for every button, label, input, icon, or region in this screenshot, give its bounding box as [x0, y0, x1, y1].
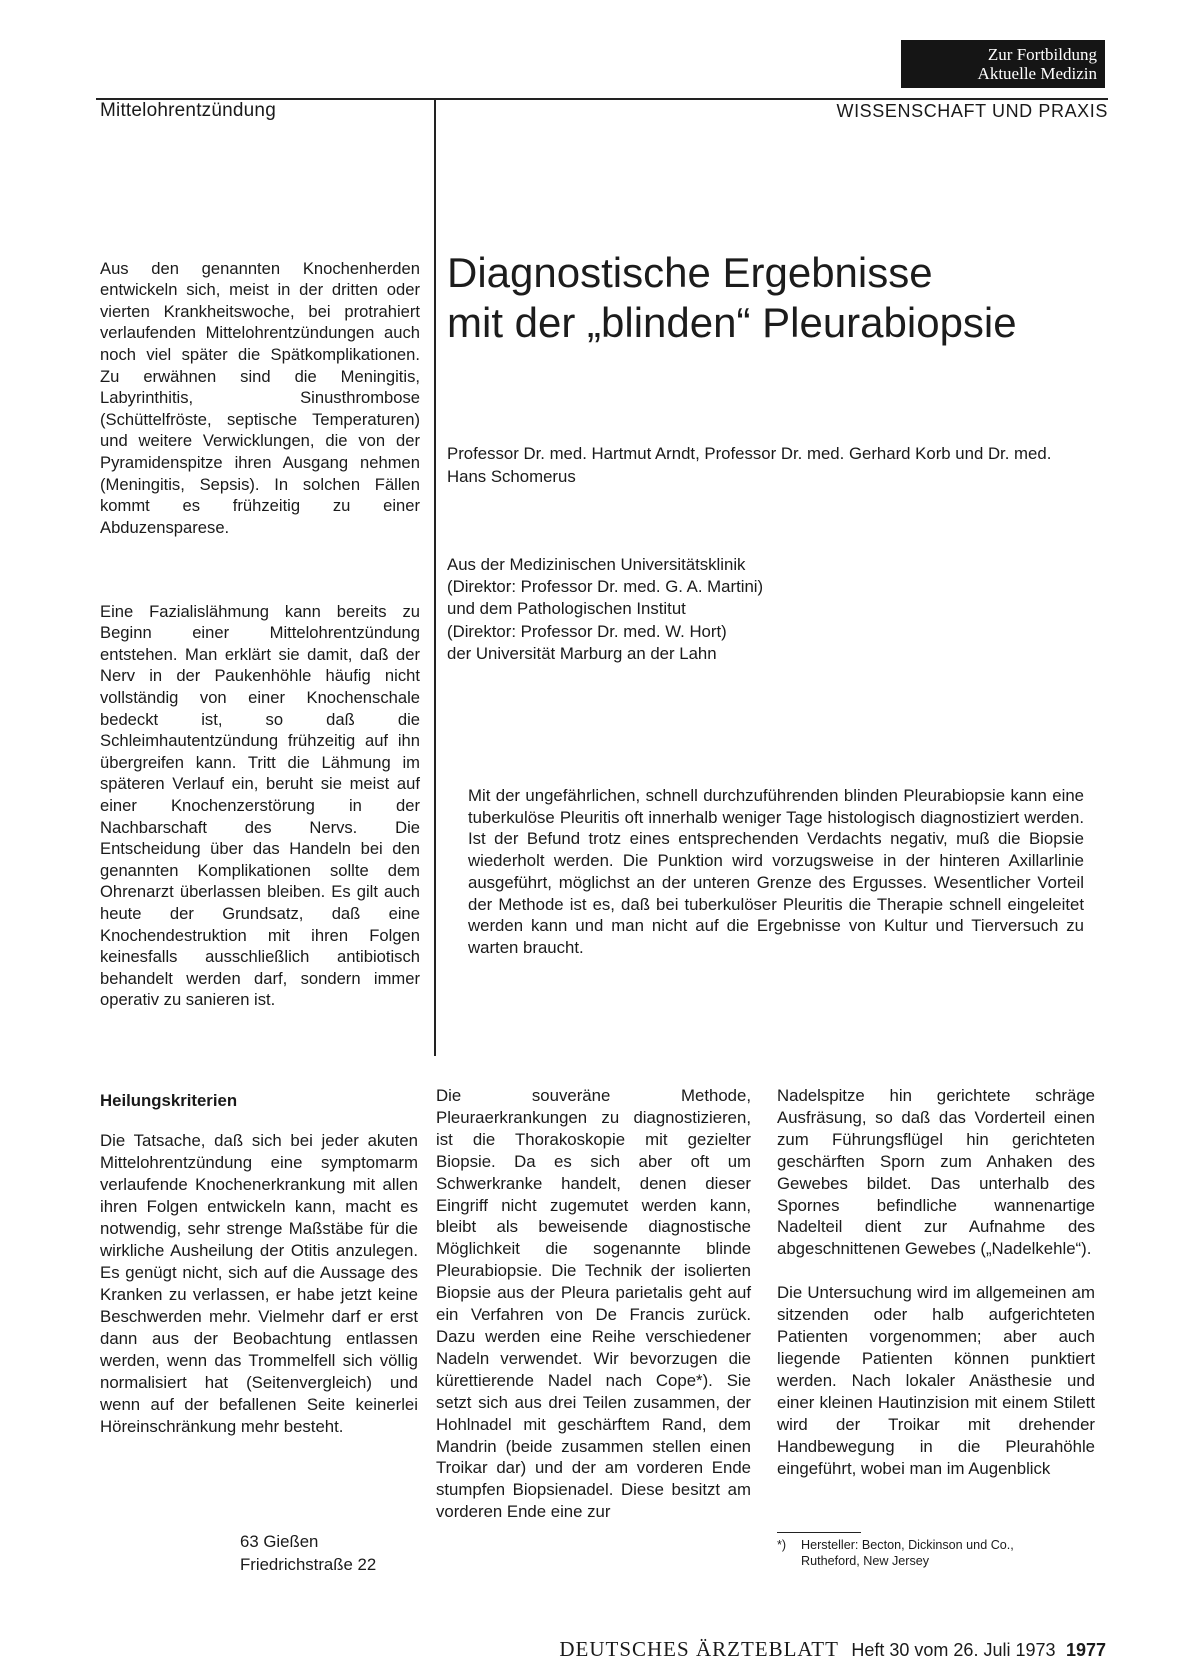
address-line-2: Friedrichstraße 22 [240, 1555, 377, 1574]
page-number: 1977 [1065, 1640, 1106, 1660]
article-authors: Professor Dr. med. Hartmut Arndt, Professor Dr. med. Gerhard Korb und Dr. med. Hans Schomerus [447, 444, 1052, 486]
badge-line-1: Zur Fortbildung [987, 45, 1097, 64]
footnote-line-1: Hersteller: Becton, Dickinson und Co., [801, 1538, 1014, 1552]
affiliation-line: (Direktor: Professor Dr. med. W. Hort) [447, 621, 727, 641]
section-label: Mittelohrentzündung [100, 100, 276, 121]
issue-info: Heft 30 vom 26. Juli 1973 [851, 1640, 1056, 1660]
body-right-paragraph-1: Nadelspitze hin gerichtete schräge Ausfräsung, so daß das Vorderteil einen zum Führungsflügel hin gerichteten geschärften Sporn zum Anhaken des Gewebes bildet. Das unterhalb des Spornes befindliche wannenartige Nadelteil dient zur Aufnahme des abgeschnittenen Gewebes („Nadelkehle“). [777, 1086, 1095, 1259]
article-title [447, 248, 1127, 348]
journal-name: DEUTSCHES ÄRZTEBLATT [559, 1637, 839, 1661]
body-column-middle: Die souveräne Methode, Pleuraerkrankungen zu diagnostizieren, ist die Thorakoskopie mit gezielter Biopsie. Da es sich aber oft um Schwerkranke handelt, denen dieser Eingriff nicht zugemutet werden kann, bleibt als beweisende diagnostische Möglichkeit die sogenannte blinde Pleurabiopsie. Die Technik der isolierten Biopsie aus der Pleura parietalis geht auf ein Verfahren von De Francis zurück. Dazu werden eine Reihe verschiedener Nadeln verwendet. Wir bevorzugen die kürettierende Nadel nach Cope*). Sie setzt sich aus drei Teilen zusammen, der Hohlnadel mit geschärftem Rand, dem Mandrin (beide zusammen stellen einen Troikar dar) und der am vorderen Ende stumpfen Biopsienadel. Diese besitzt am vorderen Ende eine zur [436, 1086, 751, 1522]
address-line-1: 63 Gießen [240, 1532, 319, 1551]
left-paragraph-1: Aus den genannten Knochenherden entwickeln sich, meist in der dritten oder vierten Krankheitswoche, bei protrahiert verlaufenden Mittelohrentzündungen auch noch viel später die Spätkomplikationen. Zu erwähnen sind die Meningitis, Labyrinthitis, Sinusthrombose (Schüttelfröste, septische Temperaturen) und weitere Verwicklungen, die von der Pyramidenspitze ihren Ausgang nehmen (Meningitis, Sepsis). In solchen Fällen kommt es frühzeitig zu einer Abduzensparese. [100, 258, 420, 537]
body-column-right [777, 1085, 1095, 1479]
title-line-2: mit der „blinden“ Pleurabiopsie [447, 299, 1017, 346]
department-label: WISSENSCHAFT UND PRAXIS [836, 101, 1108, 121]
badge-line-2: Aktuelle Medizin [977, 64, 1097, 83]
column-divider [434, 99, 436, 1056]
footnote-rule [777, 1532, 861, 1533]
title-line-1: Diagnostische Ergebnisse [447, 249, 933, 296]
affiliation-line: der Universität Marburg an der Lahn [447, 643, 717, 663]
heilung-heading: Heilungskriterien [100, 1091, 238, 1110]
affiliation [447, 554, 1067, 665]
affiliation-line: (Direktor: Professor Dr. med. G. A. Martini) [447, 577, 764, 597]
left-paragraph-2: Eine Fazialislähmung kann bereits zu Beginn einer Mittelohrentzündung entstehen. Man erklärt sie damit, daß der Nerv in der Paukenhöhle häufig nicht vollständig von einer Knochenschale bedeckt ist, so daß die Schleimhautentzündung frühzeitig auf ihn übergreifen kann. Tritt die Lähmung im späteren Verlauf ein, beruht sie meist auf einer Knochenzerstörung in der Nachbarschaft des Nervs. Die Entscheidung über das Handeln bei den genannten Komplikationen sollte dem Ohrenarzt überlassen bleiben. Es gilt auch heute der Grundsatz, daß eine Knochendestruktion mit ihren Folgen keinesfalls ausschließlich antibiotisch behandelt werden darf, sondern immer operativ zu sanieren ist. [100, 601, 420, 1010]
section-badge [901, 40, 1105, 88]
footnote-mark: *) [777, 1538, 787, 1552]
affiliation-line: Aus der Medizinischen Universitätsklinik [447, 555, 746, 574]
author-address [240, 1530, 420, 1576]
footnote-line-2: Rutheford, New Jersey [801, 1554, 930, 1568]
page-footer [559, 1637, 1106, 1662]
body-right-paragraph-2: Die Untersuchung wird im allgemeinen am sitzenden oder halb aufgerichteten Patienten vorgenommen; aber auch liegende Patienten können punktiert werden. Nach lokaler Anästhesie und einer kleinen Hautinzision mit einem Stilett wird der Troikar mit drehender Handbewegung in die Pleurahöhle eingeführt, wobei man im Augenblick [777, 1283, 1095, 1478]
affiliation-line: und dem Pathologischen Institut [447, 599, 686, 619]
heilung-paragraph: Die Tatsache, daß sich bei jeder akuten Mittelohrentzündung eine symptomarm verlaufende Knochenerkrankung mit allen ihren Folgen entwickeln kann, macht es notwendig, sehr strenge Maßstäbe für die wirkliche Ausheilung der Otitis anzulegen. Es genügt nicht, sich auf die Aussage des Kranken zu verlassen, er habe jetzt keine Beschwerden mehr. Vielmehr darf er erst dann aus der Beobachtung entlassen werden, wenn das Trommelfell sich völlig normalisiert hat (Seitenvergleich) und wenn auf der befallenen Seite keinerlei Höreinschränkung mehr besteht. [100, 1131, 418, 1436]
article-abstract: Mit der ungefährlichen, schnell durchzuführenden blinden Pleurabiopsie kann eine tuberkulöse Pleuritis oft innerhalb weniger Tage histologisch diagnostiziert werden. Ist der Befund trotz eines entsprechenden Verdachts negativ, muß die Biopsie wiederholt werden. Die Punktion wird vorzugsweise in der hinteren Axillarlinie ausgeführt, möglichst an der unteren Grenze des Ergusses. Wesentlicher Vorteil der Methode ist es, daß bei tuberkulöser Pleuritis die Therapie schnell eingeleitet werden kann und man nicht auf die Ergebnisse von Kultur und Tierversuch zu warten braucht. [468, 786, 1084, 957]
